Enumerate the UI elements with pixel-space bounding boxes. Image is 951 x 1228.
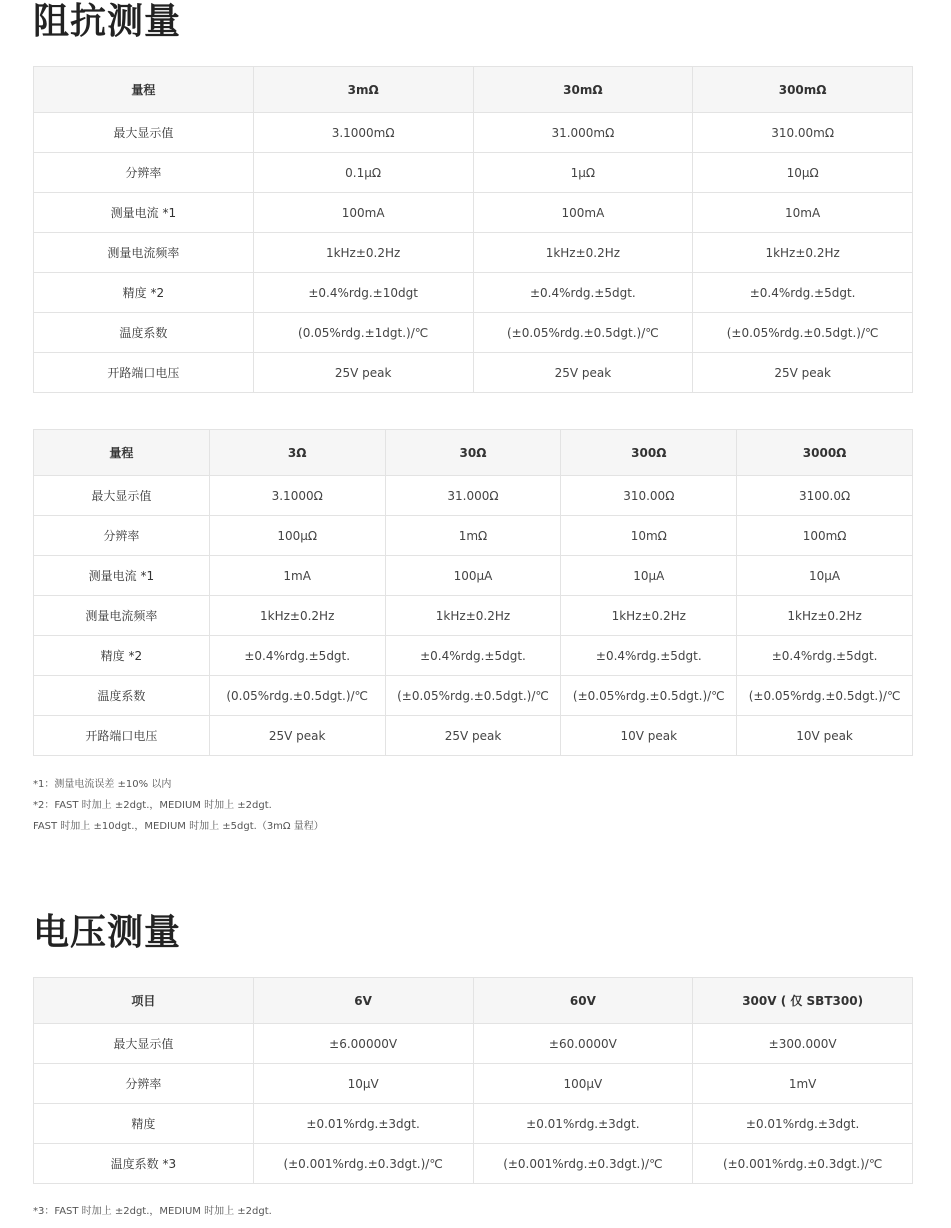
- table-row: [34, 273, 913, 313]
- table-cell: 25V peak: [473, 353, 693, 393]
- table-row: [34, 233, 913, 273]
- table-cell: (±0.05%rdg.±0.5dgt.)/℃: [561, 676, 737, 716]
- table-cell: 100μΩ: [209, 516, 385, 556]
- table-cell: (0.05%rdg.±0.5dgt.)/℃: [209, 676, 385, 716]
- table-row: [34, 1024, 913, 1064]
- table-cell: 3100.0Ω: [737, 476, 913, 516]
- table-row: [34, 113, 913, 153]
- table-cell: 31.000mΩ: [473, 113, 693, 153]
- row-label: 开路端口电压: [34, 716, 210, 756]
- table-cell: 100μA: [385, 556, 561, 596]
- impedance-footnotes: [33, 774, 913, 837]
- table-row: [34, 1144, 913, 1184]
- table-cell: (±0.001%rdg.±0.3dgt.)/℃: [473, 1144, 693, 1184]
- table-header-row: [34, 430, 913, 476]
- table-cell: 1mV: [693, 1064, 913, 1104]
- table-cell: ±0.4%rdg.±5dgt.: [385, 636, 561, 676]
- table-cell: 25V peak: [693, 353, 913, 393]
- table-cell: 1mΩ: [385, 516, 561, 556]
- table-cell: 10μV: [253, 1064, 473, 1104]
- voltage-title: 电压测量: [33, 912, 182, 953]
- table-cell: 3.1000mΩ: [253, 113, 473, 153]
- row-label: 最大显示值: [34, 113, 254, 153]
- column-header: 60V: [473, 978, 693, 1024]
- row-label: 最大显示值: [34, 476, 210, 516]
- table-cell: 10mA: [693, 193, 913, 233]
- table-header-row: [34, 978, 913, 1024]
- table-cell: ±0.4%rdg.±5dgt.: [737, 636, 913, 676]
- row-label: 测量电流 *1: [34, 193, 254, 233]
- table-cell: (0.05%rdg.±1dgt.)/℃: [253, 313, 473, 353]
- table-cell: 10V peak: [561, 716, 737, 756]
- table-cell: 10μA: [561, 556, 737, 596]
- table-cell: 1kHz±0.2Hz: [693, 233, 913, 273]
- column-header: 量程: [34, 430, 210, 476]
- table-cell: 10mΩ: [561, 516, 737, 556]
- footnote: *1：测量电流误差 ±10% 以内: [33, 779, 172, 790]
- row-label: 最大显示值: [34, 1024, 254, 1064]
- table-cell: 1kHz±0.2Hz: [737, 596, 913, 636]
- table-cell: 310.00mΩ: [693, 113, 913, 153]
- table-cell: 0.1μΩ: [253, 153, 473, 193]
- column-header: 6V: [253, 978, 473, 1024]
- column-header: 300Ω: [561, 430, 737, 476]
- voltage-table: [33, 977, 913, 1184]
- row-label: 精度: [34, 1104, 254, 1144]
- table-cell: ±6.00000V: [253, 1024, 473, 1064]
- table-cell: (±0.05%rdg.±0.5dgt.)/℃: [473, 313, 693, 353]
- column-header: 3Ω: [209, 430, 385, 476]
- table-header-row: [34, 67, 913, 113]
- table-cell: ±300.000V: [693, 1024, 913, 1064]
- table-cell: ±0.4%rdg.±5dgt.: [693, 273, 913, 313]
- table-cell: 25V peak: [385, 716, 561, 756]
- column-header: 300mΩ: [693, 67, 913, 113]
- table-cell: ±0.01%rdg.±3dgt.: [693, 1104, 913, 1144]
- table-cell: 10μΩ: [693, 153, 913, 193]
- table-row: [34, 556, 913, 596]
- table-row: [34, 353, 913, 393]
- table-cell: (±0.05%rdg.±0.5dgt.)/℃: [737, 676, 913, 716]
- table-row: [34, 313, 913, 353]
- table-cell: 1kHz±0.2Hz: [385, 596, 561, 636]
- table-row: [34, 476, 913, 516]
- table-row: [34, 193, 913, 233]
- row-label: 分辨率: [34, 1064, 254, 1104]
- voltage-footnotes: [33, 1201, 913, 1222]
- table-row: [34, 596, 913, 636]
- table-row: [34, 516, 913, 556]
- table-cell: ±0.01%rdg.±3dgt.: [253, 1104, 473, 1144]
- column-header: 项目: [34, 978, 254, 1024]
- footnote: *3：FAST 时加上 ±2dgt.，MEDIUM 时加上 ±2dgt.: [33, 1206, 272, 1217]
- table-cell: 25V peak: [209, 716, 385, 756]
- row-label: 温度系数: [34, 313, 254, 353]
- row-label: 温度系数 *3: [34, 1144, 254, 1184]
- table-cell: ±60.0000V: [473, 1024, 693, 1064]
- row-label: 分辨率: [34, 516, 210, 556]
- row-label: 精度 *2: [34, 273, 254, 313]
- row-label: 精度 *2: [34, 636, 210, 676]
- impedance-table-mohm: [33, 66, 913, 393]
- table-cell: 100mA: [253, 193, 473, 233]
- table-cell: 10V peak: [737, 716, 913, 756]
- table-cell: (±0.05%rdg.±0.5dgt.)/℃: [693, 313, 913, 353]
- impedance-title: 阻抗测量: [33, 1, 182, 42]
- row-label: 测量电流频率: [34, 233, 254, 273]
- table-cell: 31.000Ω: [385, 476, 561, 516]
- column-header: 3000Ω: [737, 430, 913, 476]
- table-row: [34, 1064, 913, 1104]
- table-cell: 1mA: [209, 556, 385, 596]
- column-header: 30mΩ: [473, 67, 693, 113]
- table-row: [34, 676, 913, 716]
- table-row: [34, 636, 913, 676]
- table-cell: (±0.05%rdg.±0.5dgt.)/℃: [385, 676, 561, 716]
- column-header: 量程: [34, 67, 254, 113]
- table-cell: 1kHz±0.2Hz: [209, 596, 385, 636]
- table-cell: 100mA: [473, 193, 693, 233]
- row-label: 测量电流频率: [34, 596, 210, 636]
- table-cell: (±0.001%rdg.±0.3dgt.)/℃: [693, 1144, 913, 1184]
- table-cell: ±0.4%rdg.±5dgt.: [473, 273, 693, 313]
- table-cell: (±0.001%rdg.±0.3dgt.)/℃: [253, 1144, 473, 1184]
- table-cell: 1kHz±0.2Hz: [473, 233, 693, 273]
- table-cell: 3.1000Ω: [209, 476, 385, 516]
- table-cell: 10μA: [737, 556, 913, 596]
- row-label: 分辨率: [34, 153, 254, 193]
- table-cell: ±0.4%rdg.±5dgt.: [209, 636, 385, 676]
- table-row: [34, 716, 913, 756]
- table-cell: 1kHz±0.2Hz: [561, 596, 737, 636]
- table-cell: 310.00Ω: [561, 476, 737, 516]
- footnote: *2：FAST 时加上 ±2dgt.，MEDIUM 时加上 ±2dgt.: [33, 800, 272, 811]
- table-cell: 25V peak: [253, 353, 473, 393]
- row-label: 开路端口电压: [34, 353, 254, 393]
- table-cell: ±0.01%rdg.±3dgt.: [473, 1104, 693, 1144]
- table-cell: 1μΩ: [473, 153, 693, 193]
- column-header: 3mΩ: [253, 67, 473, 113]
- column-header: 30Ω: [385, 430, 561, 476]
- table-cell: 100μV: [473, 1064, 693, 1104]
- table-cell: 100mΩ: [737, 516, 913, 556]
- table-cell: 1kHz±0.2Hz: [253, 233, 473, 273]
- table-row: [34, 153, 913, 193]
- table-cell: ±0.4%rdg.±10dgt: [253, 273, 473, 313]
- footnote: FAST 时加上 ±10dgt.，MEDIUM 时加上 ±5dgt.（3mΩ 量程）: [33, 821, 324, 832]
- table-cell: ±0.4%rdg.±5dgt.: [561, 636, 737, 676]
- table-row: [34, 1104, 913, 1144]
- column-header: 300V ( 仅 SBT300): [693, 978, 913, 1024]
- row-label: 测量电流 *1: [34, 556, 210, 596]
- row-label: 温度系数: [34, 676, 210, 716]
- impedance-table-ohm: [33, 429, 913, 756]
